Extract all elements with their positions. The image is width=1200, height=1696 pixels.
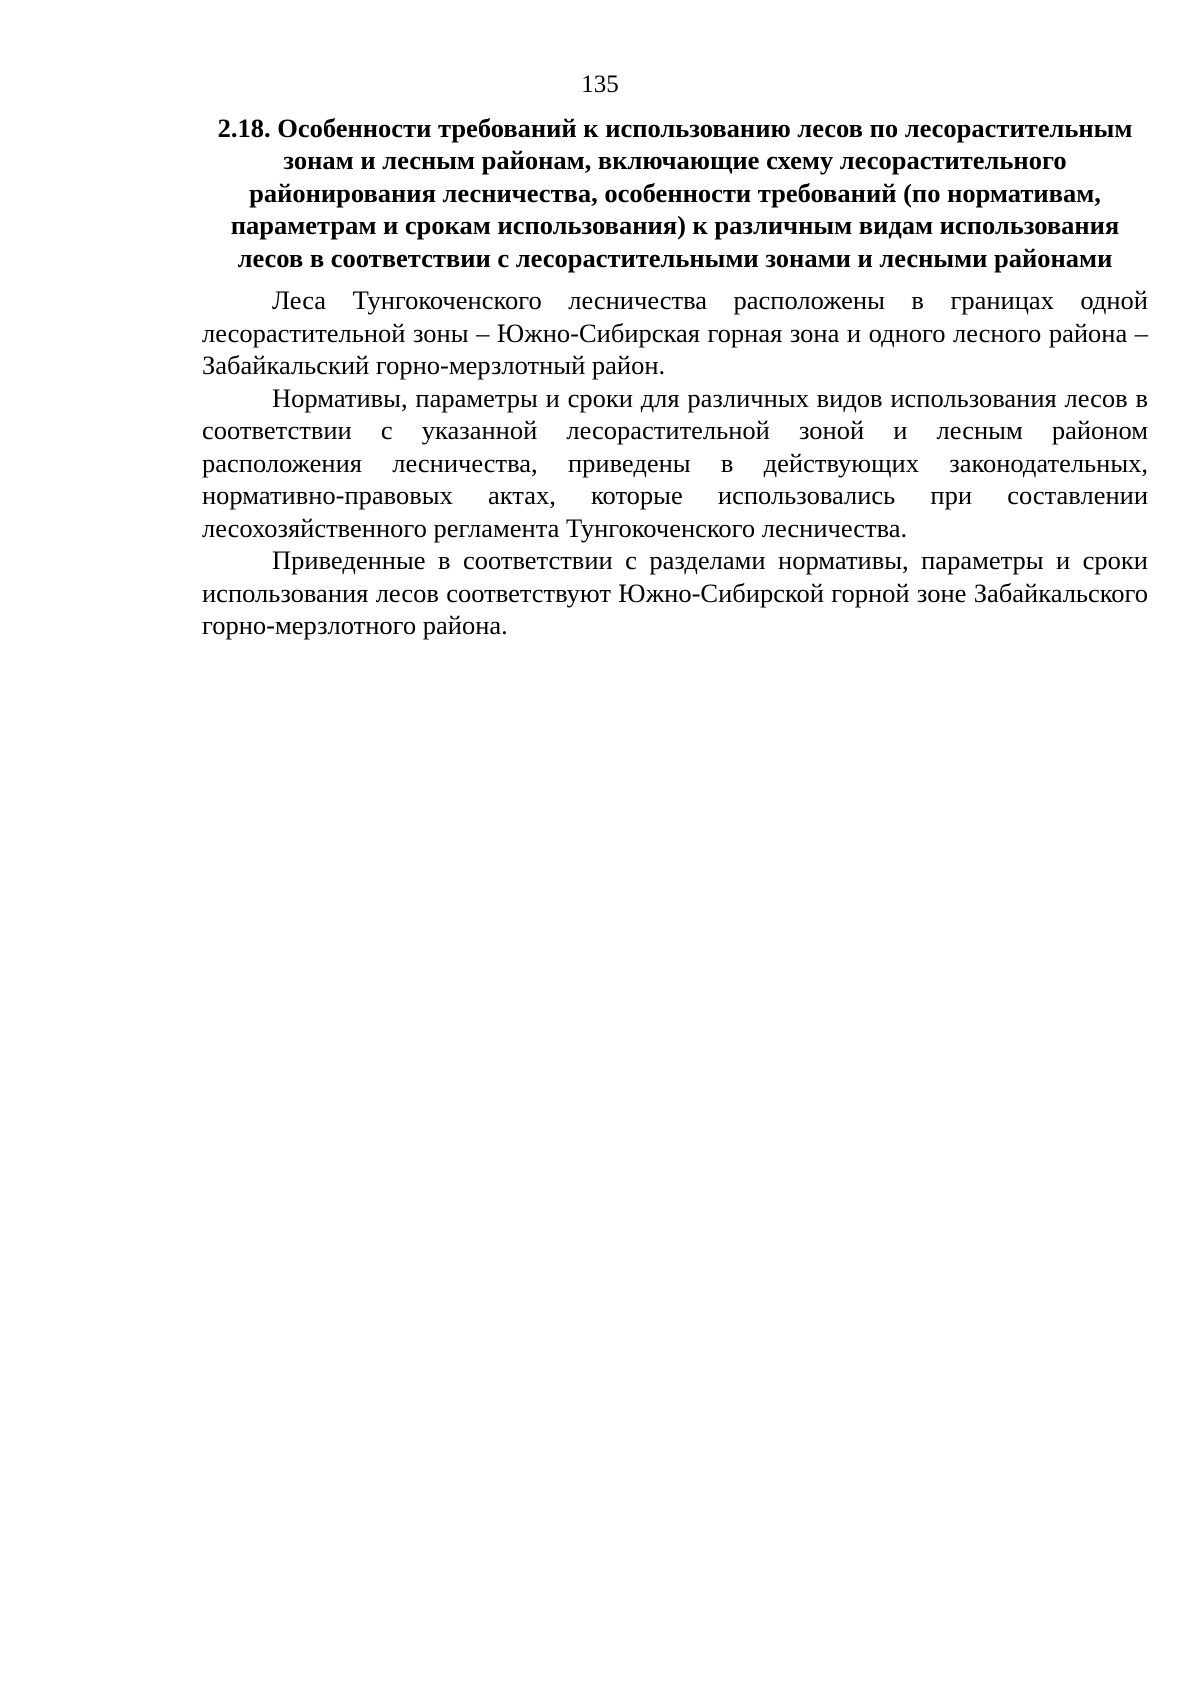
paragraph-norms-parameters: Нормативы, параметры и сроки для различных видов использования лесов в соответствии с указанной лесорастительной зоной и лесным районом расположения лесничества, приведены в действующих законодательных, нормативно-правовых актах, которые использовались при составлении лесохозяйственного регламента Тунгокоченского лесничества.	[202, 382, 1148, 543]
page-content	[202, 112, 1148, 642]
section-title: 2.18. Особенности требований к использованию лесов по лесорастительным зонам и лесным районам, включающие схему лесорастительного районирования лесничества, особенности требований (по нормативам, параметрам и срокам использования) к различным видам использования лесов в соответствии с лесорастительными зонами и лесными районами	[217, 113, 1133, 273]
paragraph-conformity: Приведенные в соответствии с разделами нормативы, параметры и сроки использования лесов соответствуют Южно-Сибирской горной зоне Забайкальского горно-мерзлотного района.	[202, 545, 1148, 641]
paragraph-forest-zone: Леса Тунгокоченского лесничества расположены в границах одной лесорастительной зоны – Южно-Сибирская горная зона и одного лесного района – Забайкальский горно-мерзлотный район.	[202, 285, 1148, 381]
page-number: 135	[581, 71, 619, 98]
